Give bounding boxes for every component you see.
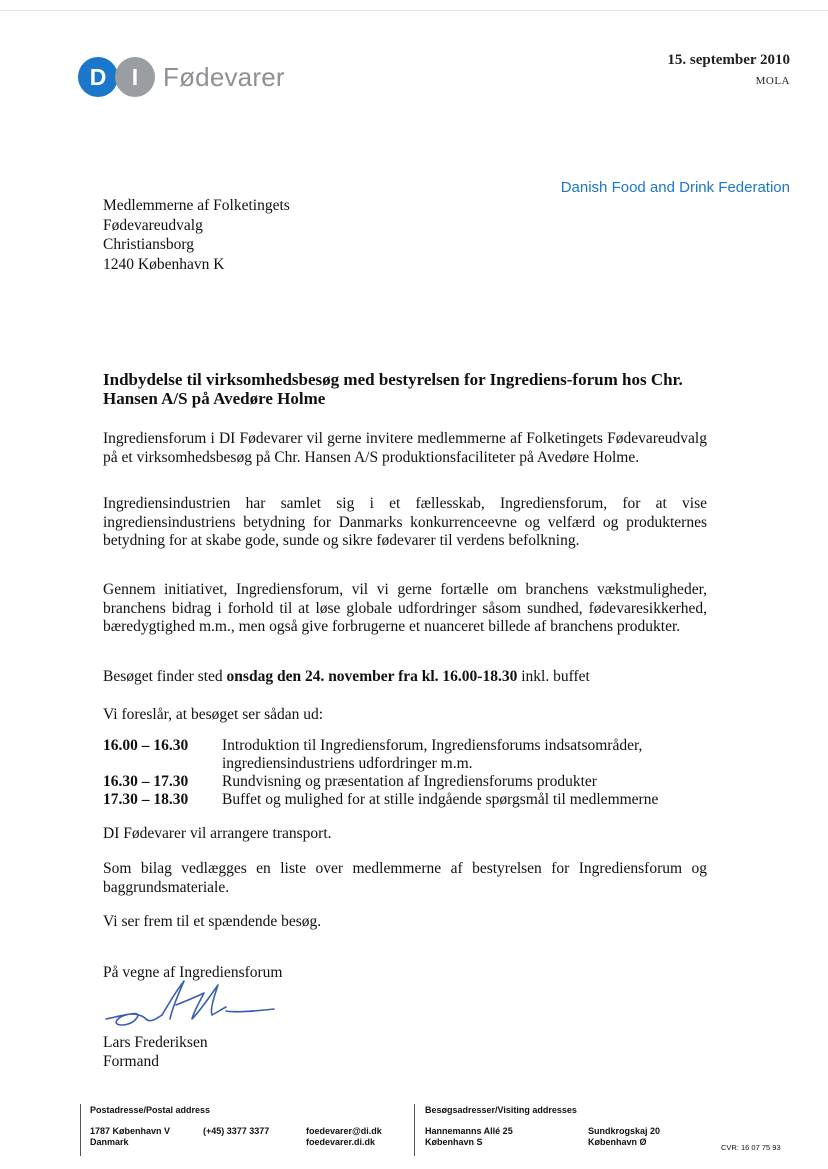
author-initials: MOLA	[755, 75, 790, 87]
visit-address-line: København S	[425, 1137, 483, 1147]
visit-time-bold: onsdag den 24. november fra kl. 16.00-18.30	[226, 668, 518, 685]
body-paragraph: Ingrediensindustrien har samlet sig i et fællesskab, Ingrediensforum, for at vise ingrediensindustriens betydning for Danmarks konkurrenceevne og velfærd og produkternes betydning for at skabe gode, sunde og sikre fødevarer til verdens befolkning.	[103, 495, 707, 549]
top-border	[0, 10, 828, 11]
postal-line: 1787 København V	[90, 1126, 171, 1136]
body-paragraph: Vi ser frem til et spændende besøg.	[103, 913, 322, 930]
footer-email: foedevarer@di.dk	[306, 1126, 382, 1136]
footer-cvr: CVR: 16 07 75 93	[721, 1143, 781, 1152]
signer-block	[103, 1034, 208, 1071]
schedule-row	[103, 773, 723, 791]
postal-line: Danmark	[90, 1137, 129, 1147]
schedule-description: Rundvisning og præsentation af Ingrediensforums produkter	[222, 773, 597, 790]
schedule-time: 16.00 – 16.30	[103, 737, 189, 754]
letter-footer	[0, 1098, 828, 1168]
body-paragraph: DI Fødevarer vil arrangere transport.	[103, 825, 332, 842]
closing-line: På vegne af Ingrediensforum	[103, 964, 283, 981]
body-paragraph: Gennem initiativet, Ingrediensforum, vil vi gerne fortælle om branchens vækstmuligheder, branchens bidrag i forhold til at løse globale udfordringer såsom sundhed, fødevaresikkerhed, bæredygtighed m.m., men også give forbrugerne et nuanceret billede af branchens produkter.	[103, 581, 707, 635]
visit-address-line: København Ø	[588, 1137, 647, 1147]
body-paragraph: Ingrediensforum i DI Fødevarer vil gerne invitere medlemmerne af Folketingets Fødevareudvalg på et virksomhedsbesøg på Chr. Hansen A/S produktionsfaciliteter på Avedøre Holme.	[103, 430, 707, 466]
signer-name: Lars Frederiksen	[103, 1034, 208, 1051]
visit-time-pre: Besøget finder sted	[103, 668, 227, 685]
signer-title: Formand	[103, 1052, 159, 1070]
footer-divider	[80, 1104, 81, 1156]
handwritten-signature	[96, 975, 281, 1035]
schedule-description: Buffet og mulighed for at stille indgående spørgsmål til medlemmerne	[222, 791, 659, 808]
footer-phone: (+45) 3377 3377	[203, 1126, 270, 1136]
logo-brand-text: Fødevarer	[163, 61, 285, 92]
federation-name: Danish Food and Drink Federation	[560, 179, 790, 196]
visit-schedule	[103, 737, 723, 809]
recipient-line: Medlemmerne af Folketingets	[103, 197, 290, 214]
body-paragraph: Vi foreslår, at besøget ser sådan ud:	[103, 706, 324, 723]
logo-d-circle: D	[78, 57, 118, 97]
visiting-heading: Besøgsadresser/Visiting addresses	[425, 1105, 577, 1115]
visit-address-line: Hannemanns Allé 25	[425, 1126, 513, 1136]
recipient-line: 1240 København K	[103, 255, 225, 273]
schedule-time: 16.30 – 17.30	[103, 773, 189, 790]
footer-divider	[414, 1104, 415, 1156]
visit-time-paragraph	[103, 668, 707, 687]
schedule-row	[103, 737, 723, 773]
footer-website: foedevarer.di.dk	[306, 1137, 376, 1147]
postal-heading: Postadresse/Postal address	[90, 1105, 211, 1115]
schedule-description: Introduktion til Ingrediensforum, Ingrediensforums indsatsområder, ingrediensindustriens udfordringer m.m.	[222, 737, 643, 772]
visit-address-line: Sundkrogskaj 20	[588, 1126, 661, 1136]
schedule-time: 17.30 – 18.30	[103, 791, 189, 808]
recipient-line: Christiansborg	[103, 236, 194, 253]
schedule-row	[103, 791, 723, 809]
letter-date: 15. september 2010	[667, 52, 790, 68]
recipient-address	[103, 196, 290, 274]
recipient-line: Fødevareudvalg	[103, 216, 203, 234]
logo-i-circle: I	[115, 57, 155, 97]
letter-subject: Indbydelse til virksomhedsbesøg med bestyrelsen for Ingrediens-forum hos Chr. Hansen A/S på Avedøre Holme	[103, 370, 683, 408]
di-logo	[78, 56, 285, 98]
body-paragraph: Som bilag vedlægges en liste over medlemmerne af bestyrelsen for Ingrediensforum og baggrundsmateriale.	[103, 860, 707, 896]
visit-time-post: inkl. buffet	[517, 668, 590, 685]
